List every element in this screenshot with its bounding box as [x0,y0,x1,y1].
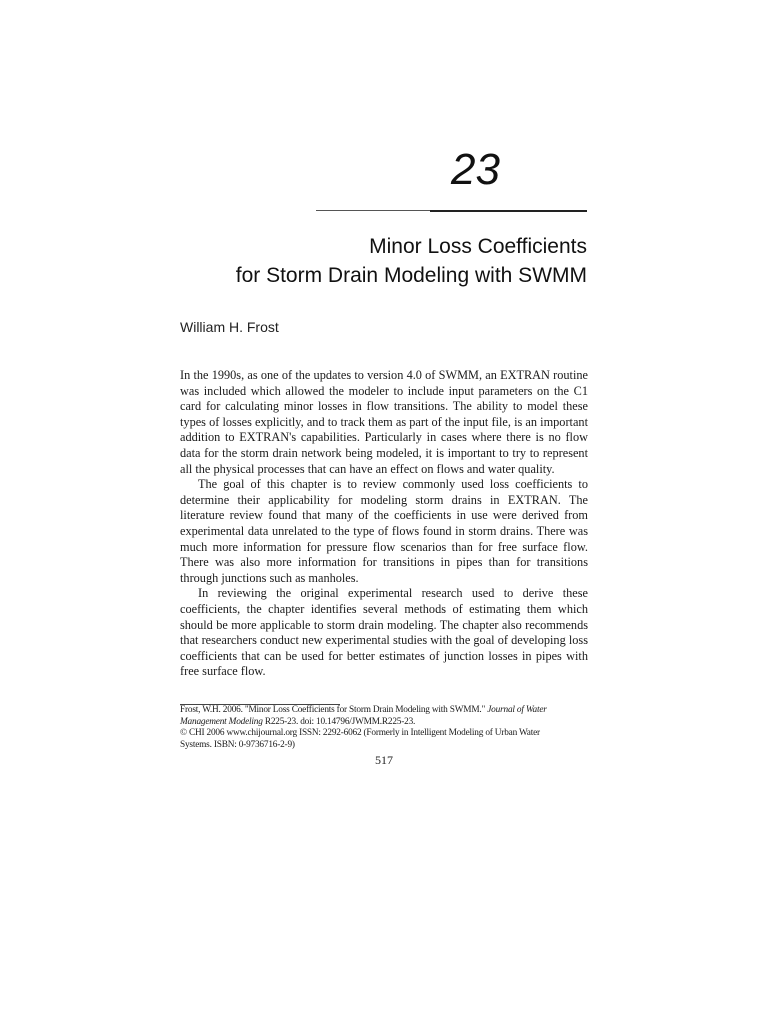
footnote [180,705,580,751]
author-name: William H. Frost [180,319,279,335]
paragraph-3: In reviewing the original experimental research used to derive these coefficients, the chapter identifies several methods of estimating them which should be more applicable to storm drain modeling. The chapter also recommends that researchers conduct new experimental studies with the goal of developing loss coefficients that can be used for better estimates of junction losses in pipes with free surface flow. [180,586,588,679]
paragraph-1: In the 1990s, as one of the updates to version 4.0 of SWMM, an EXTRAN routine was included which allowed the modeler to include input parameters on the C1 card for calculating minor losses in flow transitions. The ability to model these types of losses explicitly, and to track them as part of the input file, is an important addition to EXTRAN's capabilities. Particularly in cases where there is no flow data for the storm drain network being modeled, it is important to try to represent all the physical processes that can have an effect on flows and water quality. [180,368,588,476]
chapter-number: 23 [451,145,500,194]
body-text [180,368,588,680]
footnote-citation-line-1 [180,705,580,717]
footnote-citation-line-2 [180,717,580,729]
chapter-title-line-2: for Storm Drain Modeling with SWMM [235,264,587,287]
page-number: 517 [375,753,393,767]
chapter-title [67,232,587,290]
footnote-isbn-line: Systems. ISBN: 0-9736716-2-9) [180,739,295,750]
paragraph-2: The goal of this chapter is to review commonly used loss coefficients to determine their applicability for modeling storm drains in EXTRAN. The literature review found that many of the coefficients in use were derived from experimental data unrelated to the type of flows found in storm drains. There was much more information for pressure flow scenarios than for free surface flow. There was also more information for transitions in pipes than for transitions through junctions such as manholes. [180,477,588,585]
chapter-rule-accent [430,210,587,212]
chapter-title-line-1: Minor Loss Coefficients [369,235,587,258]
footnote-copyright-line: © CHI 2006 www.chijournal.org ISSN: 2292-6062 (Formerly in Intelligent Modeling of Urban Water [180,728,540,738]
footnote-journal-name-a: Journal of Water [487,705,547,715]
footnote-journal-name-b: Management Modeling [180,716,263,727]
footnote-doi: R225-23. doi: 10.14796/JWMM.R225-23. [262,716,416,727]
footnote-citation-text: Frost, W.H. 2006. "Minor Loss Coefficients for Storm Drain Modeling with SWMM." [180,705,488,715]
